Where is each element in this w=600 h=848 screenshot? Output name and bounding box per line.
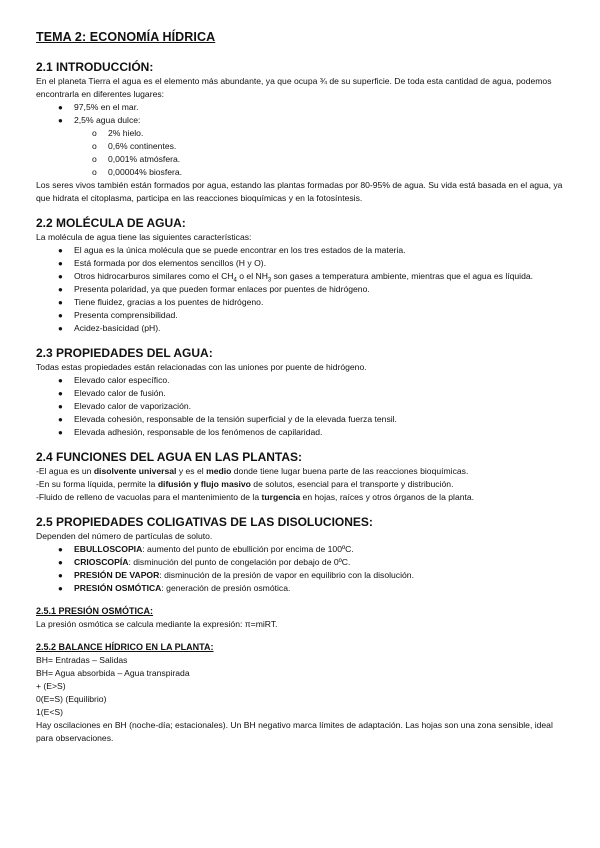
subsection-heading-presion-osmotica: 2.5.1 PRESIÓN OSMÓTICA:: [36, 606, 154, 616]
subscript: 4: [233, 277, 237, 284]
text-run: en hojas, raíces y otros órganos de la planta.: [300, 492, 475, 502]
list-item: [36, 114, 572, 127]
list-item-text: Presenta polaridad, ya que pueden formar enlaces por puentes de hidrógeno.: [74, 284, 370, 294]
bold-term: disolvente universal: [93, 466, 177, 476]
bullet-icon: ●: [58, 311, 63, 320]
list-item-text: 0,001% atmósfera.: [108, 154, 181, 164]
paragraph: Dependen del número de partículas de soluto.: [36, 531, 213, 541]
document-title: TEMA 2: ECONOMÍA HÍDRICA: [36, 30, 216, 44]
text-run: donde tiene lugar buena parte de las reacciones bioquímicas.: [231, 466, 469, 476]
sub-list-item: [36, 127, 572, 140]
bold-term: PRESIÓN DE VAPOR: [74, 570, 160, 580]
bullet-icon: ●: [58, 246, 63, 255]
bullet-list: [36, 374, 572, 439]
bold-term: difusión y flujo masivo: [157, 479, 251, 489]
list-item: [36, 387, 572, 400]
list-item-text: Tiene fluidez, gracias a los puentes de hidrógeno.: [74, 297, 264, 307]
paragraph: [36, 465, 572, 478]
bullet-icon: ●: [58, 558, 63, 567]
bold-term: CRIOSCOPÍA: [74, 557, 129, 567]
bullet-icon: ●: [58, 584, 63, 593]
sub-bullet-icon: o: [92, 167, 97, 177]
bullet-list: [36, 543, 572, 595]
paragraph: [36, 491, 572, 504]
sub-bullet-icon: o: [92, 141, 97, 151]
list-item: [36, 426, 572, 439]
list-item: [36, 283, 572, 296]
bullet-icon: ●: [58, 415, 63, 424]
list-item-text: : disminución del punto de congelación por debajo de 0ºC.: [128, 557, 351, 567]
paragraph: Los seres vivos también están formados por agua, estando las plantas formadas por 80-95% de agua. Su vida está basada en el agua, ya que hidrata el citoplasma, participa en las reacciones bioquímicas y en la fotosíntesis.: [36, 180, 563, 203]
paragraph: La presión osmótica se calcula mediante la expresión: π=miRT.: [36, 619, 278, 629]
sub-bullet-icon: o: [92, 128, 97, 138]
bold-term: EBULLOSCOPIA: [74, 544, 143, 554]
list-item: [36, 374, 572, 387]
list-item-text: 97,5% en el mar.: [74, 102, 139, 112]
list-item-text: Elevado calor de fusión.: [74, 388, 166, 398]
subsection-heading-balance-hidrico: 2.5.2 BALANCE HÍDRICO EN LA PLANTA:: [36, 642, 214, 652]
bold-term: PRESIÓN OSMÓTICA: [74, 583, 162, 593]
list-item: [36, 244, 572, 257]
list-item-text: Otros hidrocarburos similares como el CH: [74, 271, 234, 281]
paragraph: Todas estas propiedades están relacionadas con las uniones por puente de hidrógeno.: [36, 362, 367, 372]
section-heading-propiedades: 2.3 PROPIEDADES DEL AGUA:: [36, 346, 213, 360]
list-item-text: : aumento del punto de ebullición por encima de 100ºC.: [142, 544, 354, 554]
section-heading-coligativas: 2.5 PROPIEDADES COLIGATIVAS DE LAS DISOLUCIONES:: [36, 515, 373, 529]
bullet-list: [36, 101, 572, 179]
list-item-text: Está formada por dos elementos sencillos (H y O).: [74, 258, 267, 268]
text-run: y es el: [176, 466, 207, 476]
bullet-list: [36, 244, 572, 335]
list-item-text: o el NH: [236, 271, 268, 281]
paragraph: Hay oscilaciones en BH (noche-día; estacionales). Un BH negativo marca límites de adaptación. Las hojas son una zona sensible, ideal para observaciones.: [36, 720, 553, 743]
formula-line: 0(E=S) (Equilibrio): [36, 694, 107, 704]
subscript: 3: [267, 277, 272, 284]
bullet-icon: ●: [58, 402, 63, 411]
formula-line: + (E>S): [36, 681, 66, 691]
sub-list-item: [36, 153, 572, 166]
paragraph: En el planeta Tierra el agua es el elemento más abundante, ya que ocupa ¾ de su superficie. De toda esta cantidad de agua, podemos encontrarla en diferentes lugares:: [36, 76, 552, 99]
bullet-icon: ●: [58, 428, 63, 437]
list-item-text: : disminución de la presión de vapor en equilibrio con la disolución.: [159, 570, 414, 580]
document-page: [36, 30, 572, 745]
list-item-text: Acidez-basicidad (pH).: [74, 323, 161, 333]
sub-bullet-icon: o: [92, 154, 97, 164]
section-heading-molecula: 2.2 MOLÉCULA DE AGUA:: [36, 216, 186, 230]
paragraph: [36, 478, 572, 491]
bullet-icon: ●: [58, 376, 63, 385]
list-item: [36, 101, 572, 114]
bullet-icon: ●: [58, 285, 63, 294]
bullet-icon: ●: [58, 298, 63, 307]
list-item-text: : generación de presión osmótica.: [161, 583, 291, 593]
bold-term: turgencia: [261, 492, 301, 502]
list-item: [36, 543, 572, 556]
formula-line: BH= Entradas – Salidas: [36, 655, 128, 665]
list-item-text: Presenta comprensibilidad.: [74, 310, 178, 320]
bold-term: medio: [206, 466, 232, 476]
bullet-icon: ●: [58, 116, 63, 125]
list-item: [36, 400, 572, 413]
list-item: [36, 257, 572, 270]
list-item-text: son gases a temperatura ambiente, mientras que el agua es líquida.: [271, 271, 534, 281]
list-item-text: Elevado calor específico.: [74, 375, 170, 385]
list-item-text: 0,6% continentes.: [108, 141, 177, 151]
bullet-icon: ●: [58, 389, 63, 398]
list-item-text: Elevada cohesión, responsable de la tensión superficial y de la elevada fuerza tensil.: [74, 414, 397, 424]
list-item-text: El agua es la única molécula que se puede encontrar en los tres estados de la materia.: [74, 245, 406, 255]
section-heading-funciones: 2.4 FUNCIONES DEL AGUA EN LAS PLANTAS:: [36, 450, 303, 464]
list-item: [36, 309, 572, 322]
bullet-icon: ●: [58, 545, 63, 554]
bullet-icon: ●: [58, 259, 63, 268]
list-item: [36, 413, 572, 426]
bullet-icon: ●: [58, 571, 63, 580]
bullet-icon: ●: [58, 272, 63, 281]
list-item-text: 2,5% agua dulce:: [74, 115, 141, 125]
formula-line: 1(E<S): [36, 707, 63, 717]
list-item-text: 2% hielo.: [108, 128, 144, 138]
list-item: [36, 322, 572, 335]
text-run: -En su forma líquida, permite la: [36, 479, 158, 489]
bullet-icon: ●: [58, 324, 63, 333]
list-item: [36, 556, 572, 569]
list-item: [36, 569, 572, 582]
paragraph: La molécula de agua tiene las siguientes características:: [36, 232, 252, 242]
bullet-icon: ●: [58, 103, 63, 112]
list-item-text: 0,00004% biosfera.: [108, 167, 183, 177]
sub-list-item: [36, 140, 572, 153]
section-heading-introduccion: 2.1 INTRODUCCIÓN:: [36, 60, 154, 74]
text-run: -Fluido de relleno de vacuolas para el mantenimiento de la: [36, 492, 262, 502]
list-item: [36, 582, 572, 595]
text-run: de solutos, esencial para el transporte y distribución.: [250, 479, 454, 489]
list-item-text: Elevado calor de vaporización.: [74, 401, 192, 411]
list-item: [36, 270, 572, 283]
formula-line: BH= Agua absorbida – Agua transpirada: [36, 668, 190, 678]
text-run: -El agua es un: [36, 466, 94, 476]
sub-list-item: [36, 166, 572, 179]
list-item-text: Elevada adhesión, responsable de los fenómenos de capilaridad.: [74, 427, 323, 437]
list-item: [36, 296, 572, 309]
